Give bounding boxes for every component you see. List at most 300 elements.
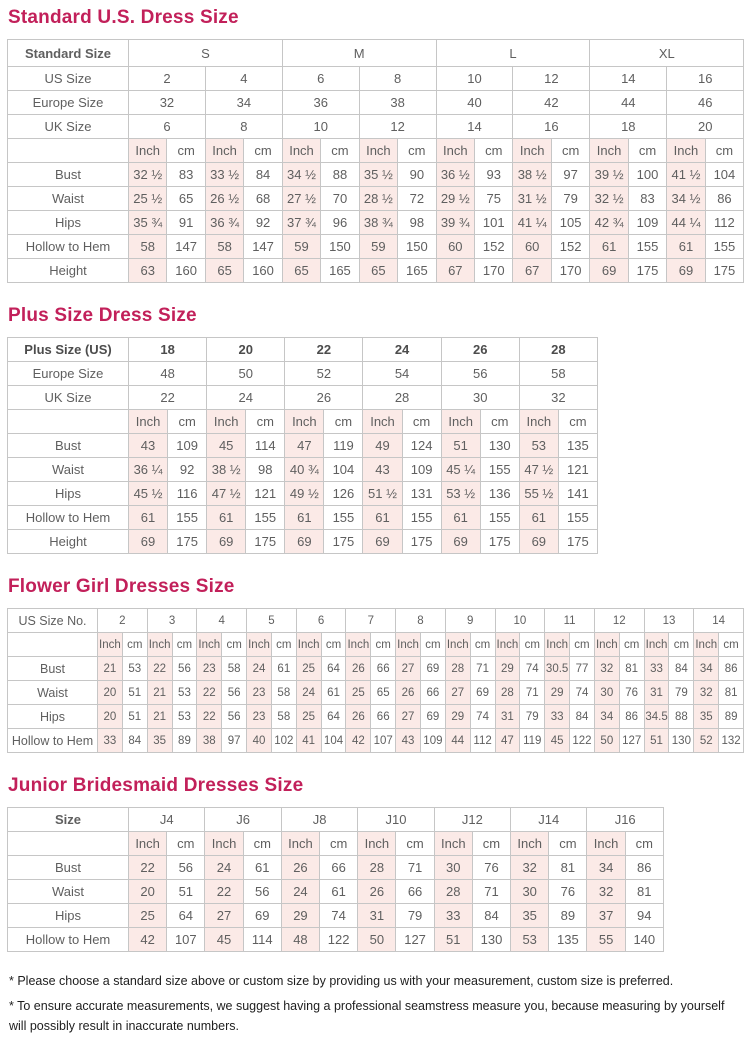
table-cell: 51 xyxy=(167,880,205,904)
table-cell: 7 xyxy=(346,609,396,633)
table-cell: 150 xyxy=(321,235,359,259)
table-cell: 122 xyxy=(320,928,358,952)
table-cell: Inch xyxy=(147,633,172,657)
table-cell: UK Size xyxy=(8,115,129,139)
table-cell: 53 xyxy=(172,705,197,729)
table-cell: 69 xyxy=(129,530,168,554)
table-cell: cm xyxy=(371,633,396,657)
table-cell: 76 xyxy=(549,880,587,904)
plus-size-table xyxy=(7,337,743,554)
table-cell: 175 xyxy=(705,259,743,283)
table-cell: UK Size xyxy=(8,386,129,410)
flower-girl-size-table xyxy=(7,608,743,753)
table-cell: 155 xyxy=(246,506,285,530)
table-cell: 28 xyxy=(434,880,472,904)
table-cell: 58 xyxy=(271,705,296,729)
table-row xyxy=(8,633,744,657)
table-cell: J6 xyxy=(205,808,281,832)
table-cell: 28 ½ xyxy=(359,187,397,211)
table-cell: 32 xyxy=(129,91,206,115)
table-cell: 31 ½ xyxy=(513,187,551,211)
table-cell: Bust xyxy=(8,856,129,880)
table-cell: 26 ½ xyxy=(205,187,243,211)
table-cell: 26 xyxy=(285,386,363,410)
table-cell: 155 xyxy=(402,506,441,530)
table-cell: Inch xyxy=(129,139,167,163)
table-cell: 24 xyxy=(363,338,441,362)
table-cell: 69 xyxy=(420,705,445,729)
table-cell: 58 xyxy=(222,657,247,681)
table-cell: 98 xyxy=(246,458,285,482)
table-cell: 61 xyxy=(321,681,346,705)
table-cell: 147 xyxy=(167,235,205,259)
table-cell: 20 xyxy=(98,681,123,705)
table-cell: 97 xyxy=(551,163,589,187)
table-row xyxy=(8,338,598,362)
table-cell: 160 xyxy=(244,259,282,283)
table-cell: 10 xyxy=(436,67,513,91)
table-cell: J10 xyxy=(358,808,434,832)
table-cell: 28 xyxy=(363,386,441,410)
table-row xyxy=(8,67,744,91)
table-cell: 6 xyxy=(282,67,359,91)
table-cell: 58 xyxy=(519,362,597,386)
table-row xyxy=(8,808,664,832)
table-cell: 114 xyxy=(246,434,285,458)
table-cell: 53 xyxy=(511,928,549,952)
table-cell: 97 xyxy=(222,729,247,753)
table-cell: 72 xyxy=(398,187,436,211)
table-cell: Inch xyxy=(667,139,705,163)
table-cell: 132 xyxy=(719,729,744,753)
table-cell: 83 xyxy=(167,163,205,187)
table-cell: 84 xyxy=(570,705,595,729)
table-cell: 32 xyxy=(694,681,719,705)
table-cell: 20 xyxy=(207,338,285,362)
table-cell: 50 xyxy=(594,729,619,753)
table-cell: cm xyxy=(551,139,589,163)
table-cell: XL xyxy=(590,40,744,67)
table-cell: 109 xyxy=(420,729,445,753)
table-cell: 22 xyxy=(205,880,243,904)
table-cell: 130 xyxy=(480,434,519,458)
table-cell: cm xyxy=(420,633,445,657)
table-cell: Inch xyxy=(445,633,470,657)
table-cell: 23 xyxy=(197,657,222,681)
table-row xyxy=(8,729,744,753)
table-cell: 5 xyxy=(247,609,297,633)
table-cell: 109 xyxy=(402,458,441,482)
table-cell: 14 xyxy=(436,115,513,139)
table-row xyxy=(8,458,598,482)
table-cell: cm xyxy=(172,633,197,657)
table-cell: 36 ¼ xyxy=(129,458,168,482)
table-cell: 74 xyxy=(470,705,495,729)
table-cell: cm xyxy=(398,139,436,163)
section-flower-girl-dresses-size xyxy=(7,576,743,753)
table-cell: 77 xyxy=(570,657,595,681)
table-cell: Plus Size (US) xyxy=(8,338,129,362)
table-cell: Inch xyxy=(434,832,472,856)
table-cell: Inch xyxy=(545,633,570,657)
table-cell: 105 xyxy=(551,211,589,235)
table-row xyxy=(8,705,744,729)
table-cell: 10 xyxy=(282,115,359,139)
table-cell: 8 xyxy=(359,67,436,91)
table-cell: 26 xyxy=(396,681,421,705)
table-cell: 74 xyxy=(320,904,358,928)
table-cell: 12 xyxy=(513,67,590,91)
table-cell: 31 xyxy=(644,681,669,705)
table-cell: J16 xyxy=(587,808,663,832)
table-cell: 27 xyxy=(396,705,421,729)
table-cell: cm xyxy=(168,410,207,434)
section-title-plus-size: Plus Size Dress Size xyxy=(8,305,197,326)
table-cell: 66 xyxy=(371,657,396,681)
table-cell: cm xyxy=(558,410,597,434)
table-cell: 41 ½ xyxy=(667,163,705,187)
table-cell: 61 xyxy=(320,880,358,904)
table-cell: 37 ¾ xyxy=(282,211,320,235)
size-table xyxy=(7,807,664,952)
table-cell: 38 ½ xyxy=(207,458,246,482)
table-cell: 104 xyxy=(321,729,346,753)
table-cell: 31 xyxy=(358,904,396,928)
table-cell: 170 xyxy=(551,259,589,283)
table-cell: 10 xyxy=(495,609,545,633)
table-cell: 42 ¾ xyxy=(590,211,628,235)
table-cell: 25 xyxy=(296,657,321,681)
table-cell: 66 xyxy=(371,705,396,729)
table-cell: 45 ¼ xyxy=(441,458,480,482)
table-cell: cm xyxy=(246,410,285,434)
table-cell: 61 xyxy=(590,235,628,259)
table-cell: J12 xyxy=(434,808,510,832)
table-cell: 24 xyxy=(205,856,243,880)
table-cell: 25 xyxy=(129,904,167,928)
table-cell: 53 xyxy=(122,657,147,681)
table-cell: 56 xyxy=(222,705,247,729)
table-row xyxy=(8,434,598,458)
table-cell: Europe Size xyxy=(8,91,129,115)
table-cell: 88 xyxy=(669,705,694,729)
table-cell: Inch xyxy=(281,832,319,856)
table-cell: 18 xyxy=(590,115,667,139)
table-cell: 61 xyxy=(129,506,168,530)
table-cell: 55 xyxy=(587,928,625,952)
table-cell: 32 xyxy=(594,657,619,681)
table-cell: 26 xyxy=(441,338,519,362)
table-cell: 43 xyxy=(363,458,402,482)
table-cell: 14 xyxy=(590,67,667,91)
table-cell: cm xyxy=(321,139,359,163)
table-cell: 45 xyxy=(205,928,243,952)
table-cell: 84 xyxy=(472,904,510,928)
table-cell: 175 xyxy=(628,259,666,283)
table-row xyxy=(8,410,598,434)
table-cell: 76 xyxy=(619,681,644,705)
table-cell: 140 xyxy=(625,928,663,952)
table-cell: Height xyxy=(8,530,129,554)
table-cell: Inch xyxy=(519,410,558,434)
table-cell: 25 ½ xyxy=(129,187,167,211)
table-cell: 51 xyxy=(122,705,147,729)
page-title: Standard U.S. Dress Size xyxy=(8,7,239,28)
table-cell: 66 xyxy=(396,880,434,904)
table-cell: Inch xyxy=(513,139,551,163)
table-cell: 27 xyxy=(445,681,470,705)
table-cell: Inch xyxy=(282,139,320,163)
table-cell: 32 ½ xyxy=(590,187,628,211)
table-row xyxy=(8,91,744,115)
table-cell: 155 xyxy=(324,506,363,530)
table-cell: Inch xyxy=(441,410,480,434)
table-row xyxy=(8,904,664,928)
table-cell: 83 xyxy=(628,187,666,211)
table-cell: 89 xyxy=(549,904,587,928)
table-cell: 11 xyxy=(545,609,595,633)
table-cell: 22 xyxy=(197,681,222,705)
table-cell: 30 xyxy=(511,880,549,904)
table-cell: M xyxy=(282,40,436,67)
table-cell: 84 xyxy=(244,163,282,187)
table-row xyxy=(8,681,744,705)
table-cell: 96 xyxy=(321,211,359,235)
table-cell: 81 xyxy=(619,657,644,681)
table-cell: 35 ¾ xyxy=(129,211,167,235)
table-cell: 22 xyxy=(147,657,172,681)
table-cell: 150 xyxy=(398,235,436,259)
table-cell: 102 xyxy=(271,729,296,753)
table-cell: 61 xyxy=(441,506,480,530)
table-cell: 48 xyxy=(281,928,319,952)
table-cell: 64 xyxy=(321,705,346,729)
table-cell: 16 xyxy=(667,67,744,91)
table-cell: 42 xyxy=(129,928,167,952)
table-cell: 93 xyxy=(475,163,513,187)
table-cell: 155 xyxy=(480,458,519,482)
table-cell: 59 xyxy=(282,235,320,259)
table-cell: 64 xyxy=(167,904,205,928)
table-row xyxy=(8,880,664,904)
table-cell: 29 ½ xyxy=(436,187,474,211)
table-cell: 135 xyxy=(549,928,587,952)
table-cell: 4 xyxy=(197,609,247,633)
table-cell: 165 xyxy=(398,259,436,283)
table-cell: 60 xyxy=(436,235,474,259)
table-cell: 56 xyxy=(222,681,247,705)
table-cell: 51 xyxy=(122,681,147,705)
table-cell: 81 xyxy=(549,856,587,880)
table-cell: 160 xyxy=(167,259,205,283)
table-cell: 4 xyxy=(205,67,282,91)
table-cell: Bust xyxy=(8,434,129,458)
size-table xyxy=(7,39,744,283)
table-cell: 32 xyxy=(587,880,625,904)
table-cell: 24 xyxy=(296,681,321,705)
table-cell: 49 ½ xyxy=(285,482,324,506)
table-cell: 165 xyxy=(321,259,359,283)
table-cell: Waist xyxy=(8,681,98,705)
table-cell: 89 xyxy=(719,705,744,729)
table-cell: 112 xyxy=(705,211,743,235)
table-cell: Inch xyxy=(207,410,246,434)
table-cell: 24 xyxy=(207,386,285,410)
table-cell: 67 xyxy=(436,259,474,283)
junior-bridesmaid-size-table xyxy=(7,807,743,952)
table-cell: 86 xyxy=(625,856,663,880)
table-cell: Inch xyxy=(247,633,272,657)
table-cell: 119 xyxy=(324,434,363,458)
table-cell: 175 xyxy=(558,530,597,554)
table-cell: 44 xyxy=(445,729,470,753)
table-cell: 74 xyxy=(520,657,545,681)
table-cell: 13 xyxy=(644,609,694,633)
table-cell: 61 xyxy=(363,506,402,530)
table-cell xyxy=(8,633,98,657)
table-cell: 56 xyxy=(172,657,197,681)
table-cell: Hollow to Hem xyxy=(8,506,129,530)
table-cell: 28 xyxy=(519,338,597,362)
table-cell: 119 xyxy=(520,729,545,753)
table-row xyxy=(8,657,744,681)
table-row xyxy=(8,139,744,163)
table-cell xyxy=(8,410,129,434)
table-cell: L xyxy=(436,40,590,67)
table-cell xyxy=(8,139,129,163)
table-cell xyxy=(8,832,129,856)
section-title-junior-bridesmaid: Junior Bridesmaid Dresses Size xyxy=(8,775,304,796)
table-cell: 79 xyxy=(669,681,694,705)
table-cell: 40 ¾ xyxy=(285,458,324,482)
table-cell: 130 xyxy=(669,729,694,753)
table-cell: 155 xyxy=(558,506,597,530)
table-cell: 58 xyxy=(129,235,167,259)
table-cell: US Size No. xyxy=(8,609,98,633)
footnote-accurate-measurements: * To ensure accurate measurements, we suggest having a professional seamstress measure you, because measuring by yourself will possibly result in inaccurate numbers. xyxy=(9,999,725,1033)
table-cell: 34 xyxy=(205,91,282,115)
table-cell: 29 xyxy=(495,657,520,681)
table-cell: 32 xyxy=(519,386,597,410)
table-cell: 91 xyxy=(167,211,205,235)
table-row xyxy=(8,211,744,235)
table-cell: 68 xyxy=(244,187,282,211)
table-cell: 20 xyxy=(667,115,744,139)
table-cell: 71 xyxy=(470,657,495,681)
table-cell: 27 ½ xyxy=(282,187,320,211)
table-cell: 58 xyxy=(271,681,296,705)
table-cell: Inch xyxy=(358,832,396,856)
table-cell: 75 xyxy=(475,187,513,211)
table-cell: Hollow to Hem xyxy=(8,235,129,259)
table-cell: 114 xyxy=(243,928,281,952)
table-cell: J14 xyxy=(511,808,587,832)
table-cell: cm xyxy=(480,410,519,434)
table-cell: 36 ¾ xyxy=(205,211,243,235)
table-cell: Inch xyxy=(590,139,628,163)
table-cell: cm xyxy=(705,139,743,163)
table-cell: 79 xyxy=(551,187,589,211)
table-cell: 127 xyxy=(619,729,644,753)
table-cell: 22 xyxy=(129,386,207,410)
table-cell: Inch xyxy=(495,633,520,657)
table-cell: 155 xyxy=(705,235,743,259)
table-cell: 50 xyxy=(358,928,396,952)
table-cell: 170 xyxy=(475,259,513,283)
footnotes xyxy=(7,972,743,1036)
table-cell: 42 xyxy=(513,91,590,115)
table-cell: Inch xyxy=(396,633,421,657)
table-cell: Hips xyxy=(8,482,129,506)
table-cell: Size xyxy=(8,808,129,832)
table-cell: 56 xyxy=(441,362,519,386)
table-cell: Height xyxy=(8,259,129,283)
table-cell: 65 xyxy=(205,259,243,283)
table-cell: 136 xyxy=(480,482,519,506)
table-cell: 22 xyxy=(129,856,167,880)
table-cell: 131 xyxy=(402,482,441,506)
table-cell: 175 xyxy=(168,530,207,554)
table-cell: 9 xyxy=(445,609,495,633)
table-cell: 47 ½ xyxy=(519,458,558,482)
table-cell: 34 ½ xyxy=(282,163,320,187)
table-cell: 29 xyxy=(281,904,319,928)
table-cell: 86 xyxy=(705,187,743,211)
table-cell: 8 xyxy=(205,115,282,139)
table-row xyxy=(8,530,598,554)
table-cell: Inch xyxy=(129,832,167,856)
table-cell: 79 xyxy=(520,705,545,729)
table-cell: 56 xyxy=(243,880,281,904)
table-cell: 38 xyxy=(359,91,436,115)
table-cell: Inch xyxy=(359,139,397,163)
table-cell: cm xyxy=(475,139,513,163)
table-cell: 51 xyxy=(644,729,669,753)
footnote-standard-size: * Please choose a standard size above or custom size by providing us with your measurement, custom size is preferred. xyxy=(9,974,674,988)
table-cell: 18 xyxy=(129,338,207,362)
table-cell: 35 xyxy=(694,705,719,729)
table-cell: 40 xyxy=(247,729,272,753)
table-cell: 33 ½ xyxy=(205,163,243,187)
table-cell: 24 xyxy=(281,880,319,904)
table-cell: 53 xyxy=(172,681,197,705)
table-cell: 20 xyxy=(129,880,167,904)
table-cell: 47 xyxy=(285,434,324,458)
table-cell: Hips xyxy=(8,705,98,729)
table-cell: 155 xyxy=(480,506,519,530)
table-cell: 48 xyxy=(129,362,207,386)
table-cell: 36 xyxy=(282,91,359,115)
table-cell: 152 xyxy=(475,235,513,259)
table-cell: 69 xyxy=(519,530,558,554)
table-cell: 51 ½ xyxy=(363,482,402,506)
table-cell: Inch xyxy=(205,832,243,856)
table-cell: 41 xyxy=(296,729,321,753)
table-cell: 74 xyxy=(570,681,595,705)
table-cell: 56 xyxy=(167,856,205,880)
table-cell: 38 ¾ xyxy=(359,211,397,235)
table-cell: Inch xyxy=(197,633,222,657)
table-cell: 29 xyxy=(445,705,470,729)
table-cell: cm xyxy=(243,832,281,856)
table-cell: 12 xyxy=(359,115,436,139)
table-cell: 44 ¼ xyxy=(667,211,705,235)
table-cell: 26 xyxy=(358,880,396,904)
table-row xyxy=(8,115,744,139)
table-cell: 30 xyxy=(434,856,472,880)
table-cell: Inch xyxy=(346,633,371,657)
standard-us-size-table xyxy=(7,39,743,283)
